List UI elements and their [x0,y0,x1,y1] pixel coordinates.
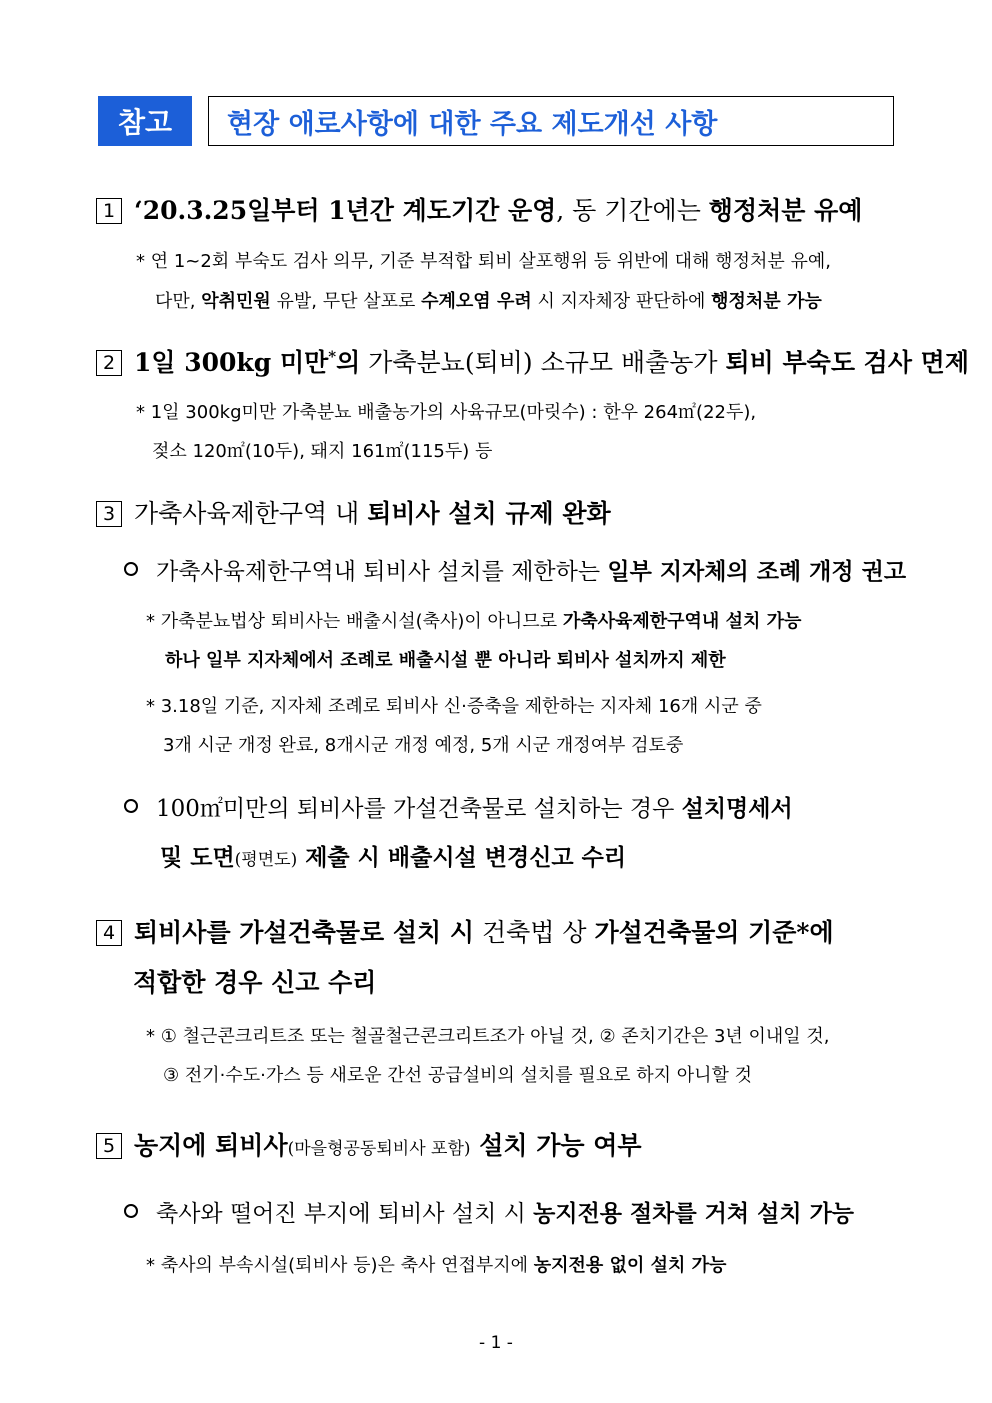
section-5-note-1 [146,1251,726,1277]
section-4-note-1: * ① 철근콘크리트조 또는 철골철근콘크리트조가 아닐 것, ② 존치기간은 3년 이내일 것, [146,1026,830,1047]
note-text: * 축사의 부속시설(퇴비사 등)은 축사 연접부지에 [146,1255,534,1276]
note-bold: 수계오염 우려 [421,291,532,312]
heading-text: , 동 기간에는 [556,196,709,225]
section-3-heading [96,494,611,530]
heading-text: 건축법 상 [474,918,595,947]
section-number: 4 [96,920,122,946]
section-4-heading-cont: 적합한 경우 신고 수리 [133,968,377,997]
note-bold: 악취민원 [201,291,271,312]
section-1-heading [96,191,862,227]
note-text: 시 지자체장 판단하에 [531,291,712,312]
heading-bold: 농지에 퇴비사 [134,1131,288,1160]
bullet-bold: 농지전용 절차를 거쳐 설치 가능 [533,1201,855,1227]
section-3-note-4: 3개 시군 개정 완료, 8개시군 개정 예정, 5개 시군 개정여부 검토중 [163,735,684,756]
section-3-bullet-2 [124,790,793,823]
section-number: 5 [96,1133,122,1159]
heading-text: 가축분뇨(퇴비) 소규모 배출농가 [360,348,726,377]
heading-bold: 퇴비 부숙도 검사 면제 [725,348,969,377]
heading-bold: 의 [336,348,361,377]
heading-bold: 가설건축물의 기준*에 [594,918,834,947]
section-3-note-1 [146,607,801,633]
heading-bold: 설치 가능 여부 [470,1131,642,1160]
section-3-bullet-1 [124,553,906,586]
circle-bullet-icon [124,562,138,576]
section-5-bullet-1 [124,1195,854,1228]
heading-bold: 퇴비사 설치 규제 완화 [367,499,611,528]
bullet-text: 100㎡미만의 퇴비사를 가설건축물로 설치하는 경우 [156,796,682,822]
bullet-small: (평면도) [234,850,298,870]
bullet-bold: 및 도면 [160,844,235,871]
note-text: 유발, 무단 살포로 [270,291,422,312]
section-2-note-2: 젖소 120㎡(10두), 돼지 161㎡(115두) 등 [152,441,493,462]
circle-bullet-icon [124,799,138,813]
heading-bold: ‘20.3.25일부터 1년간 계도기간 운영 [134,196,557,225]
heading-small: (마을형공동퇴비사 포함) [287,1139,471,1159]
section-number: 1 [96,198,122,224]
heading-bold: 퇴비사를 가설건축물로 설치 시 [134,918,475,947]
reference-tag: 참고 [98,96,192,146]
section-number: 2 [96,350,122,376]
section-4-heading [96,913,834,949]
section-3-note-2: 하나 일부 지자체에서 조례로 배출시설 뿐 아니라 퇴비사 설치까지 제한 [165,650,726,671]
section-5-heading [96,1126,642,1162]
heading-text: 가축사육제한구역 내 [134,499,368,528]
heading-bold: 1일 300kg 미만 [134,348,329,377]
section-1-note-1: * 연 1~2회 부숙도 검사 의무, 기준 부적합 퇴비 살포행위 등 위반에 대해 행정처분 유예, [136,251,831,272]
note-bold: 행정처분 가능 [711,291,822,312]
section-3-note-3: * 3.18일 기준, 지자체 조례로 퇴비사 신·증축을 제한하는 지자체 16개 시군 중 [146,696,762,717]
section-3-bullet-2-cont [160,839,626,872]
bullet-text: 가축사육제한구역내 퇴비사 설치를 제한하는 [156,559,608,585]
asterisk-mark: * [328,347,337,366]
bullet-bold: 일부 지자체의 조례 개정 권고 [607,559,907,585]
note-bold: 농지전용 없이 설치 가능 [533,1255,727,1276]
heading-bold: 행정처분 유예 [708,196,863,225]
circle-bullet-icon [124,1204,138,1218]
page-number: - 1 - [479,1333,513,1353]
page-title: 현장 애로사항에 대한 주요 제도개선 사항 [208,96,894,146]
section-1-note-2 [155,287,822,313]
section-number: 3 [96,501,122,527]
section-4-note-2: ③ 전기·수도·가스 등 새로운 간선 공급설비의 설치를 필요로 하지 아니할 것 [163,1065,753,1086]
section-2-note-1: * 1일 300kg미만 가축분뇨 배출농가의 사육규모(마릿수) : 한우 264㎡(22두), [136,402,757,423]
note-text: * 가축분뇨법상 퇴비사는 배출시설(축사)이 아니므로 [146,611,563,632]
note-text: 다만, [155,291,202,312]
bullet-bold: 설치명세서 [681,795,793,822]
note-bold: 가축사육제한구역내 설치 가능 [562,611,802,632]
bullet-bold: 제출 시 배출시설 변경신고 수리 [297,844,627,871]
bullet-text: 축사와 떨어진 부지에 퇴비사 설치 시 [156,1201,534,1227]
section-2-heading [96,343,969,379]
